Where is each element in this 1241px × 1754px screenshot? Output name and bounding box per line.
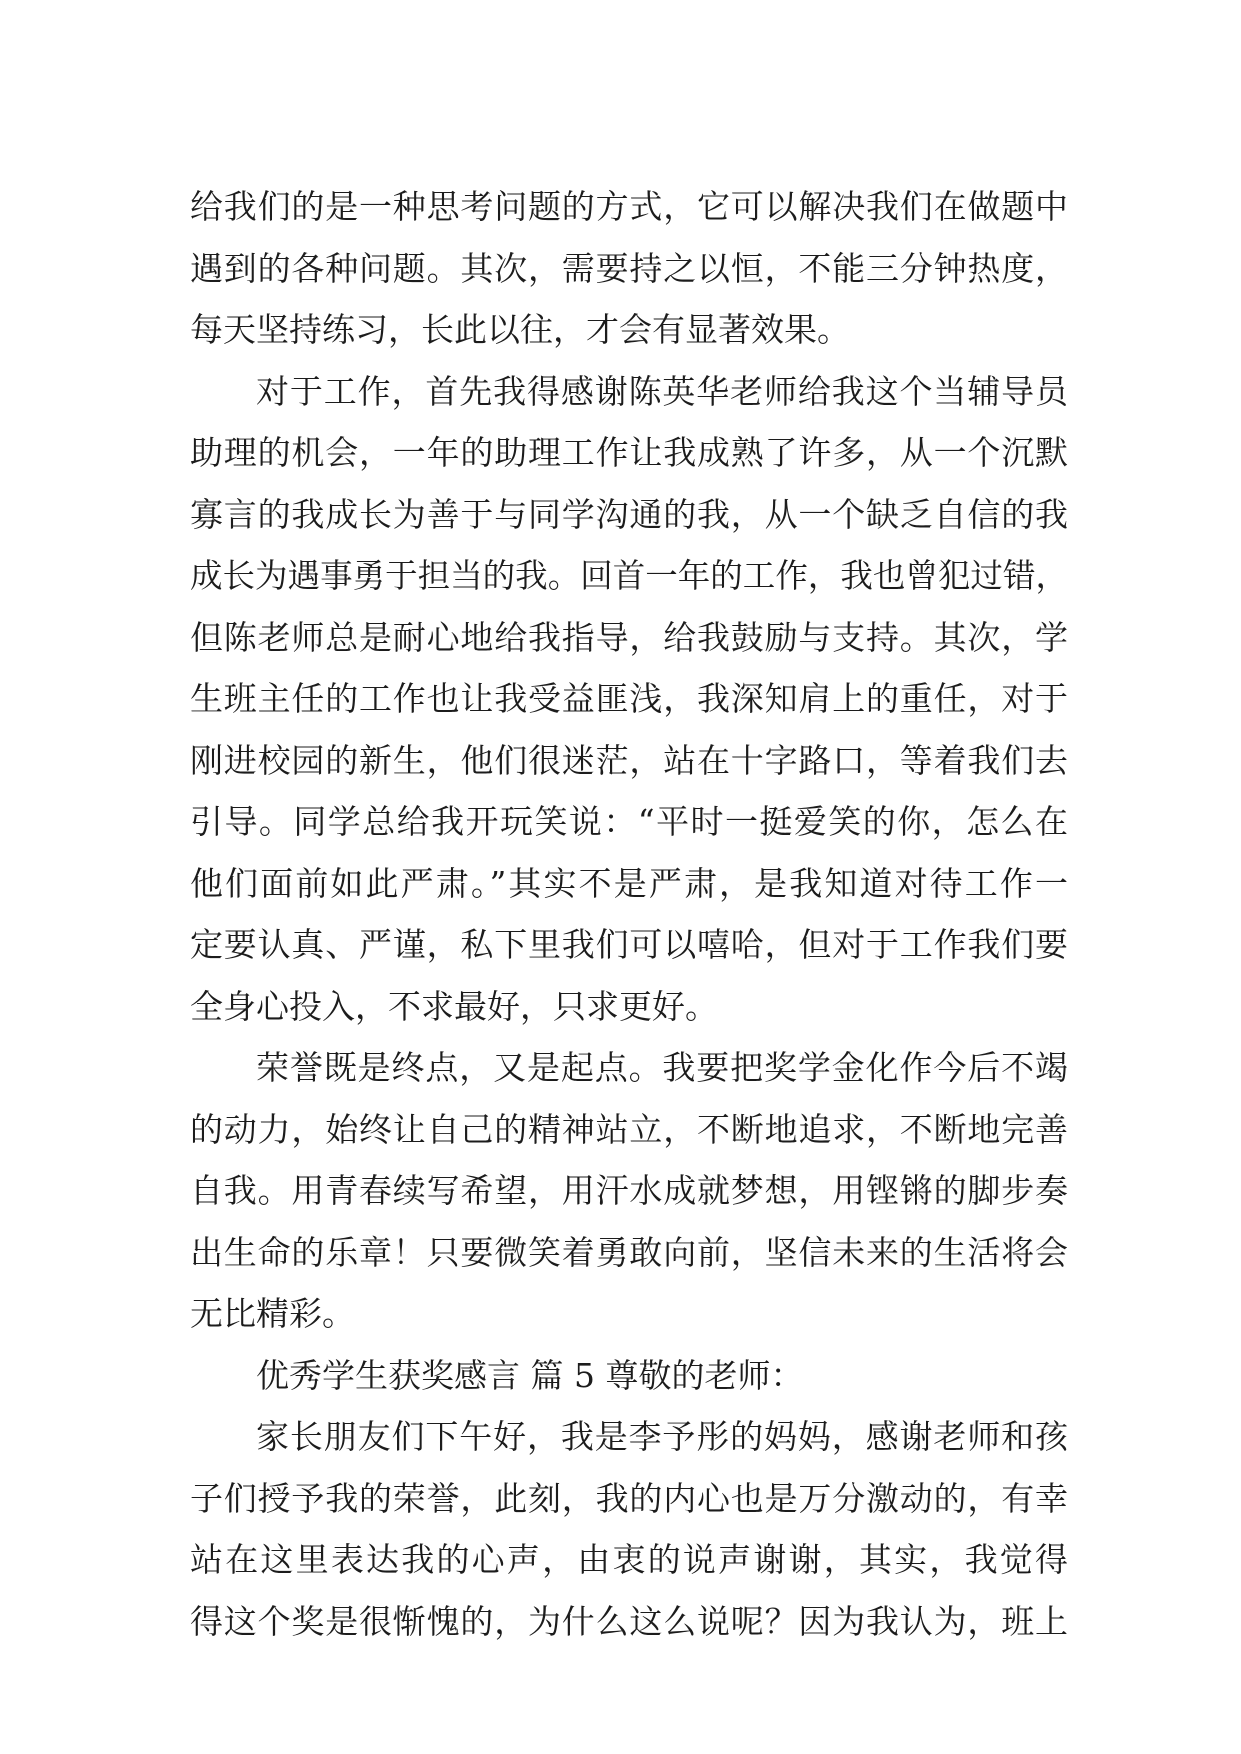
text-line: 每天坚持练习，长此以往，才会有显著效果。	[190, 310, 850, 349]
text-line: 生班主任的工作也让我受益匪浅，我深知肩上的重任，对于	[190, 679, 1068, 718]
paragraph-study-method	[190, 176, 1068, 361]
text-line: 出生命的乐章！只要微笑着勇敢向前，坚信未来的生活将会	[190, 1232, 1068, 1272]
text-line: 遇到的各种问题。其次，需要持之以恒，不能三分钟热度，	[190, 248, 1068, 288]
text-line: 对于工作，首先我得感谢陈英华老师给我这个当辅导员	[256, 371, 1068, 411]
section-title: 优秀学生获奖感言 篇 5 尊敬的老师：	[256, 1355, 804, 1395]
text-line: 他们面前如此严肃。”其实不是严肃，是我知道对待工作一	[190, 863, 1068, 903]
text-line: 刚进校园的新生，他们很迷茫，站在十字路口，等着我们去	[190, 740, 1068, 780]
text-line: 子们授予我的荣誉，此刻，我的内心也是万分激动的，有幸	[190, 1478, 1068, 1518]
text-line: 助理的机会，一年的助理工作让我成熟了许多，从一个沉默	[190, 433, 1068, 472]
text-line: 定要认真、严谨，私下里我们可以嘻哈，但对于工作我们要	[190, 925, 1068, 964]
text-line: 无比精彩。	[190, 1294, 355, 1333]
text-line: 荣誉既是终点，又是起点。我要把奖学金化作今后不竭	[256, 1048, 1068, 1087]
text-line: 的动力，始终让自己的精神站立，不断地追求，不断地完善	[190, 1109, 1068, 1149]
text-line: 寡言的我成长为善于与同学沟通的我，从一个缺乏自信的我	[190, 494, 1068, 534]
text-line: 自我。用青春续写希望，用汗水成就梦想，用铿锵的脚步奏	[190, 1171, 1068, 1210]
document-body	[190, 176, 1068, 1652]
text-line: 得这个奖是很惭愧的，为什么这么说呢？因为我认为，班上	[190, 1601, 1068, 1641]
section-heading	[190, 1345, 1068, 1407]
text-line: 成长为遇事勇于担当的我。回首一年的工作，我也曾犯过错，	[190, 556, 1068, 595]
text-line: 引导。同学总给我开玩笑说：“平时一挺爱笑的你，怎么在	[190, 802, 1068, 841]
paragraph-honor	[190, 1037, 1068, 1345]
text-line: 给我们的是一种思考问题的方式，它可以解决我们在做题中	[190, 187, 1068, 226]
text-line: 家长朋友们下午好，我是李予彤的妈妈，感谢老师和孩	[256, 1417, 1068, 1456]
text-line: 但陈老师总是耐心地给我指导，给我鼓励与支持。其次，学	[190, 617, 1068, 657]
text-line: 站在这里表达我的心声，由衷的说声谢谢，其实，我觉得	[190, 1540, 1068, 1579]
paragraph-parent-speech	[190, 1406, 1068, 1652]
text-line: 全身心投入，不求最好，只求更好。	[190, 986, 718, 1026]
paragraph-work	[190, 361, 1068, 1038]
